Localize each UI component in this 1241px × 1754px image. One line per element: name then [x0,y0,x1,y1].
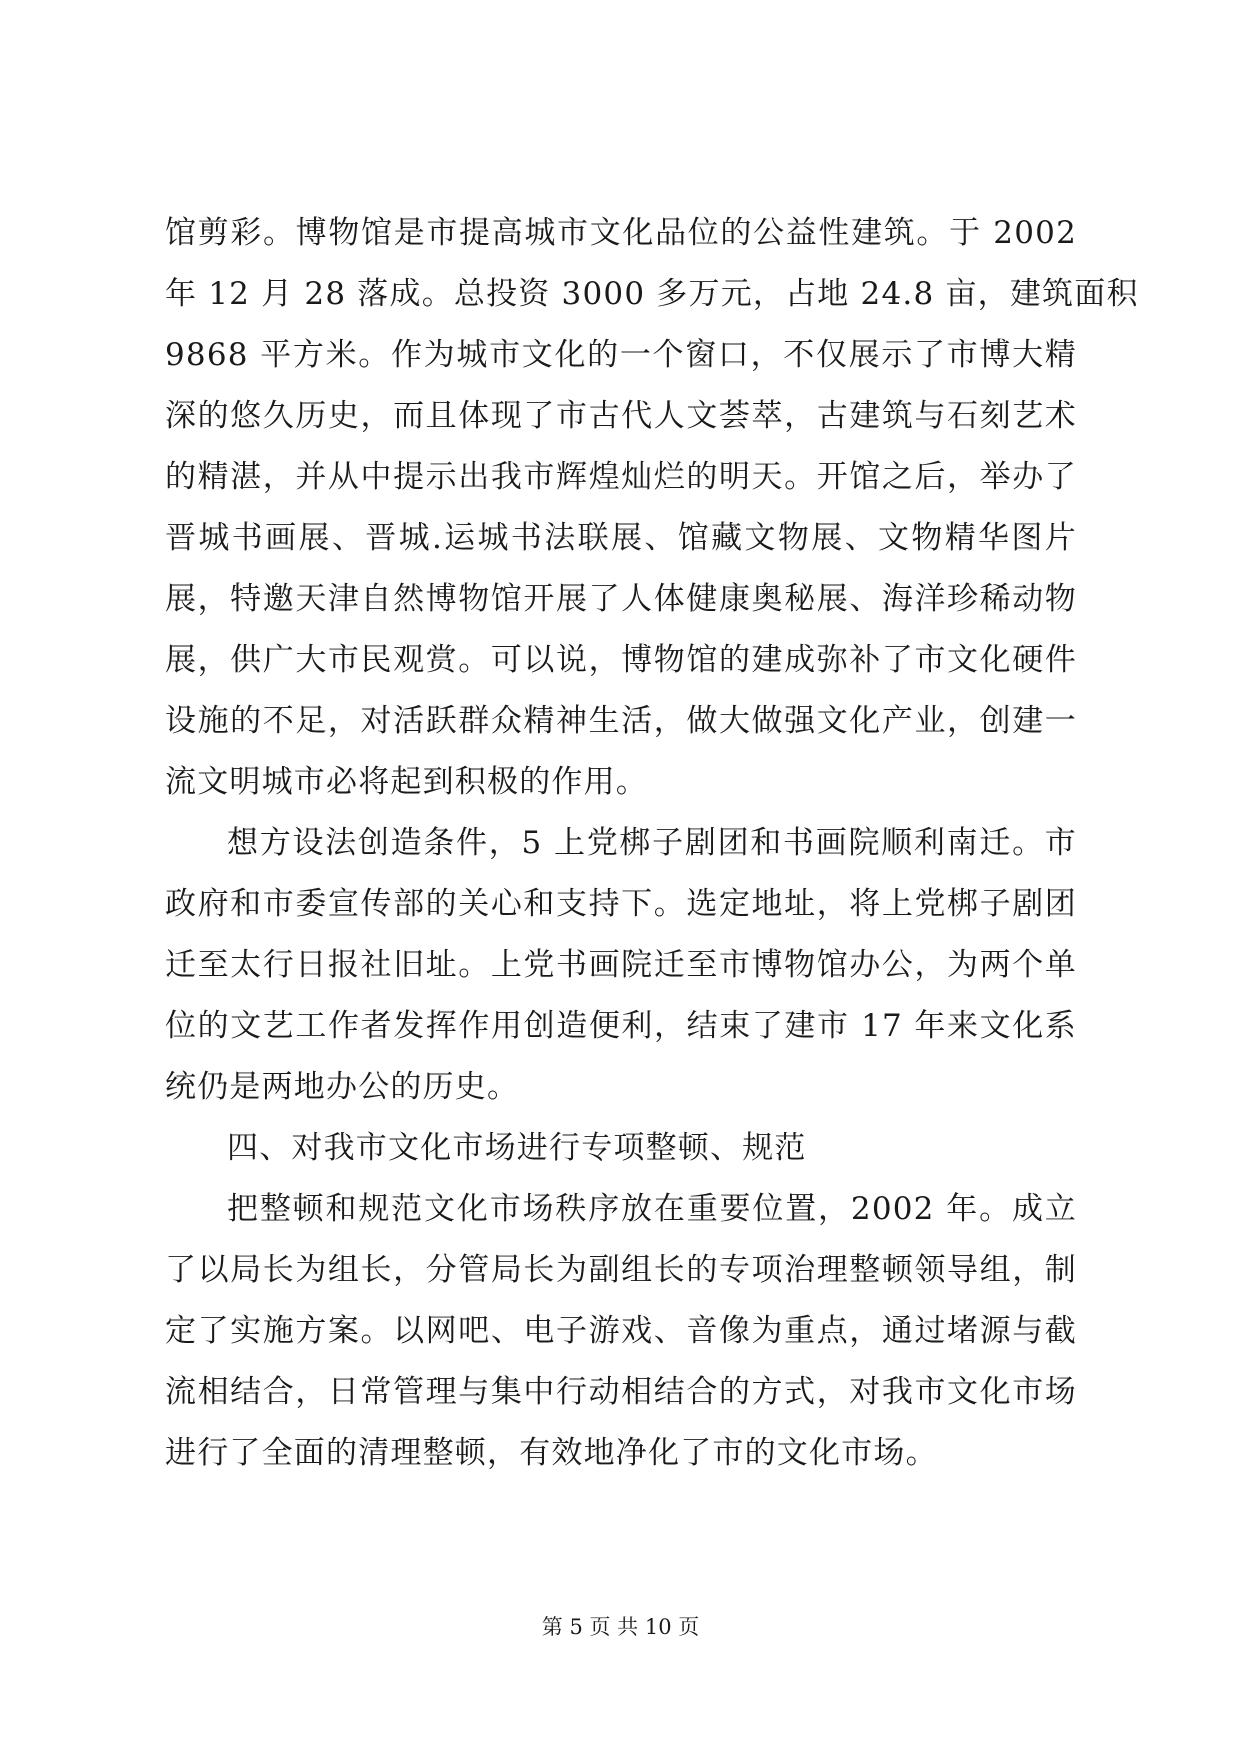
text-line: 流文明城市必将起到积极的作用。 [165,764,648,800]
text-line: 深的悠久历史，而且体现了市古代人文荟萃，古建筑与石刻艺术 [165,398,1077,434]
text-line: 的精湛，并从中提示出我市辉煌灿烂的明天。开馆之后，举办了 [165,459,1077,495]
text-line: 设施的不足，对活跃群众精神生活，做大做强文化产业，创建一 [165,703,1077,739]
text-line: 了以局长为组长，分管局长为副组长的专项治理整顿领导组，制 [165,1252,1077,1288]
text-line: 展，特邀天津自然博物馆开展了人体健康奥秘展、海洋珍稀动物 [165,581,1077,617]
text-line: 流相结合，日常管理与集中行动相结合的方式，对我市文化市场 [165,1374,1077,1410]
text-line: 定了实施方案。以网吧、电子游戏、音像为重点，通过堵源与截 [165,1313,1077,1349]
text-line: 展，供广大市民观赏。可以说，博物馆的建成弥补了市文化硬件 [165,642,1077,678]
document-body [165,203,1139,1484]
page-footer: 第 5 页 共 10 页 [541,1615,700,1639]
text-line: 四、对我市文化市场进行专项整顿、规范 [227,1130,807,1166]
text-line: 位的文艺工作者发挥作用创造便利，结束了建市 17 年来文化系 [165,1008,1077,1044]
text-line: 政府和市委宣传部的关心和支持下。选定地址，将上党梆子剧团 [165,886,1077,922]
text-line: 迁至太行日报社旧址。上党书画院迁至市博物馆办公，为两个单 [165,947,1077,983]
text-line: 年 12 月 28 落成。总投资 3000 多万元，占地 24.8 亩，建筑面积 [165,276,1139,312]
text-line: 把整顿和规范文化市场秩序放在重要位置，2002 年。成立 [227,1191,1077,1227]
text-line: 9868 平方米。作为城市文化的一个窗口，不仅展示了市博大精 [165,337,1077,373]
text-line: 统仍是两地办公的历史。 [165,1069,520,1105]
text-line: 馆剪彩。博物馆是市提高城市文化品位的公益性建筑。于 2002 [165,215,1077,251]
text-line: 晋城书画展、晋城.运城书法联展、馆藏文物展、文物精华图片 [165,520,1077,556]
text-line: 进行了全面的清理整顿，有效地净化了市的文化市场。 [165,1435,938,1471]
text-line: 想方设法创造条件，5 上党梆子剧团和书画院顺利南迁。市 [227,825,1077,861]
